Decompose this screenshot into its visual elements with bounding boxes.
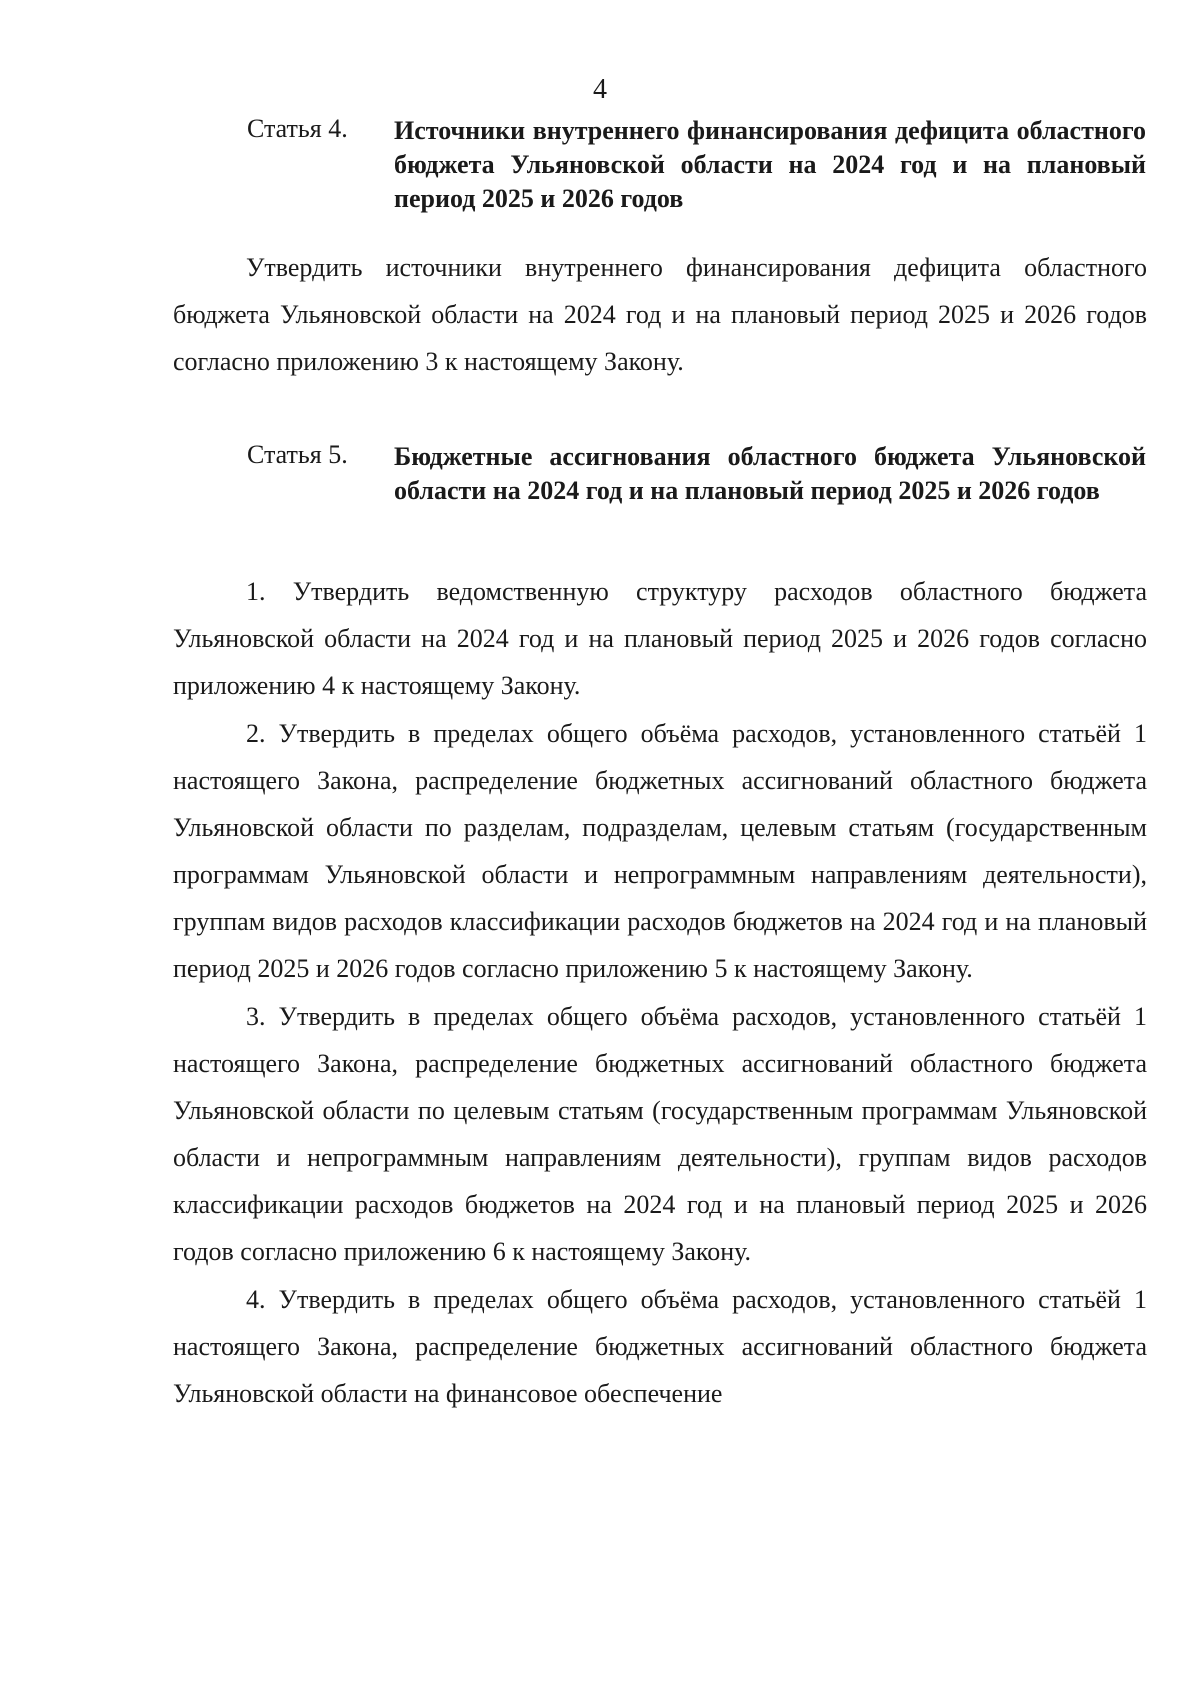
article-4-paragraph-1: Утвердить источники внутреннего финансирования дефицита областного бюджета Ульяновской области на 2024 год и на плановый период 2025 и 2026 годов согласно приложению 3 к настоящему Закону. (173, 253, 1147, 376)
article-5-paragraph-2: 2. Утвердить в пределах общего объёма расходов, установленного статьёй 1 настоящего Закона, распределение бюджетных ассигнований областного бюджета Ульяновской области по разделам, подразделам, целевым статьям (государственным программам Ульяновской области и непрограммным направлениям деятельности), группам видов расходов классификации расходов бюджетов на 2024 год и на плановый период 2025 и 2026 годов согласно приложению 5 к настоящему Закону. (173, 719, 1147, 983)
article-5-title: Бюджетные ассигнования областного бюджета Ульяновской области на 2024 год и на плановый период 2025 и 2026 годов (394, 442, 1146, 505)
article-5-paragraph-1: 1. Утвердить ведомственную структуру расходов областного бюджета Ульяновской области на 2024 год и на плановый период 2025 и 2026 годов согласно приложению 4 к настоящему Закону. (173, 577, 1147, 700)
article-5-body (173, 568, 1147, 1417)
article-5-paragraph-4: 4. Утвердить в пределах общего объёма расходов, установленного статьёй 1 настоящего Закона, распределение бюджетных ассигнований областного бюджета Ульяновской области на финансовое обеспечение (173, 1285, 1147, 1408)
article-4-label: Статья 4. (247, 114, 348, 143)
page-number: 4 (593, 74, 607, 105)
article-4-body (173, 244, 1147, 385)
article-4-title: Источники внутреннего финансирования дефицита областного бюджета Ульяновской области на 2024 год и на плановый период 2025 и 2026 годов (394, 116, 1146, 213)
article-5-paragraph-3: 3. Утвердить в пределах общего объёма расходов, установленного статьёй 1 настоящего Закона, распределение бюджетных ассигнований областного бюджета Ульяновской области по целевым статьям (государственным программам Ульяновской области и непрограммным направлениям деятельности), группам видов расходов классификации расходов бюджетов на 2024 год и на плановый период 2025 и 2026 годов согласно приложению 6 к настоящему Закону. (173, 1002, 1147, 1266)
article-5-label: Статья 5. (247, 440, 348, 469)
